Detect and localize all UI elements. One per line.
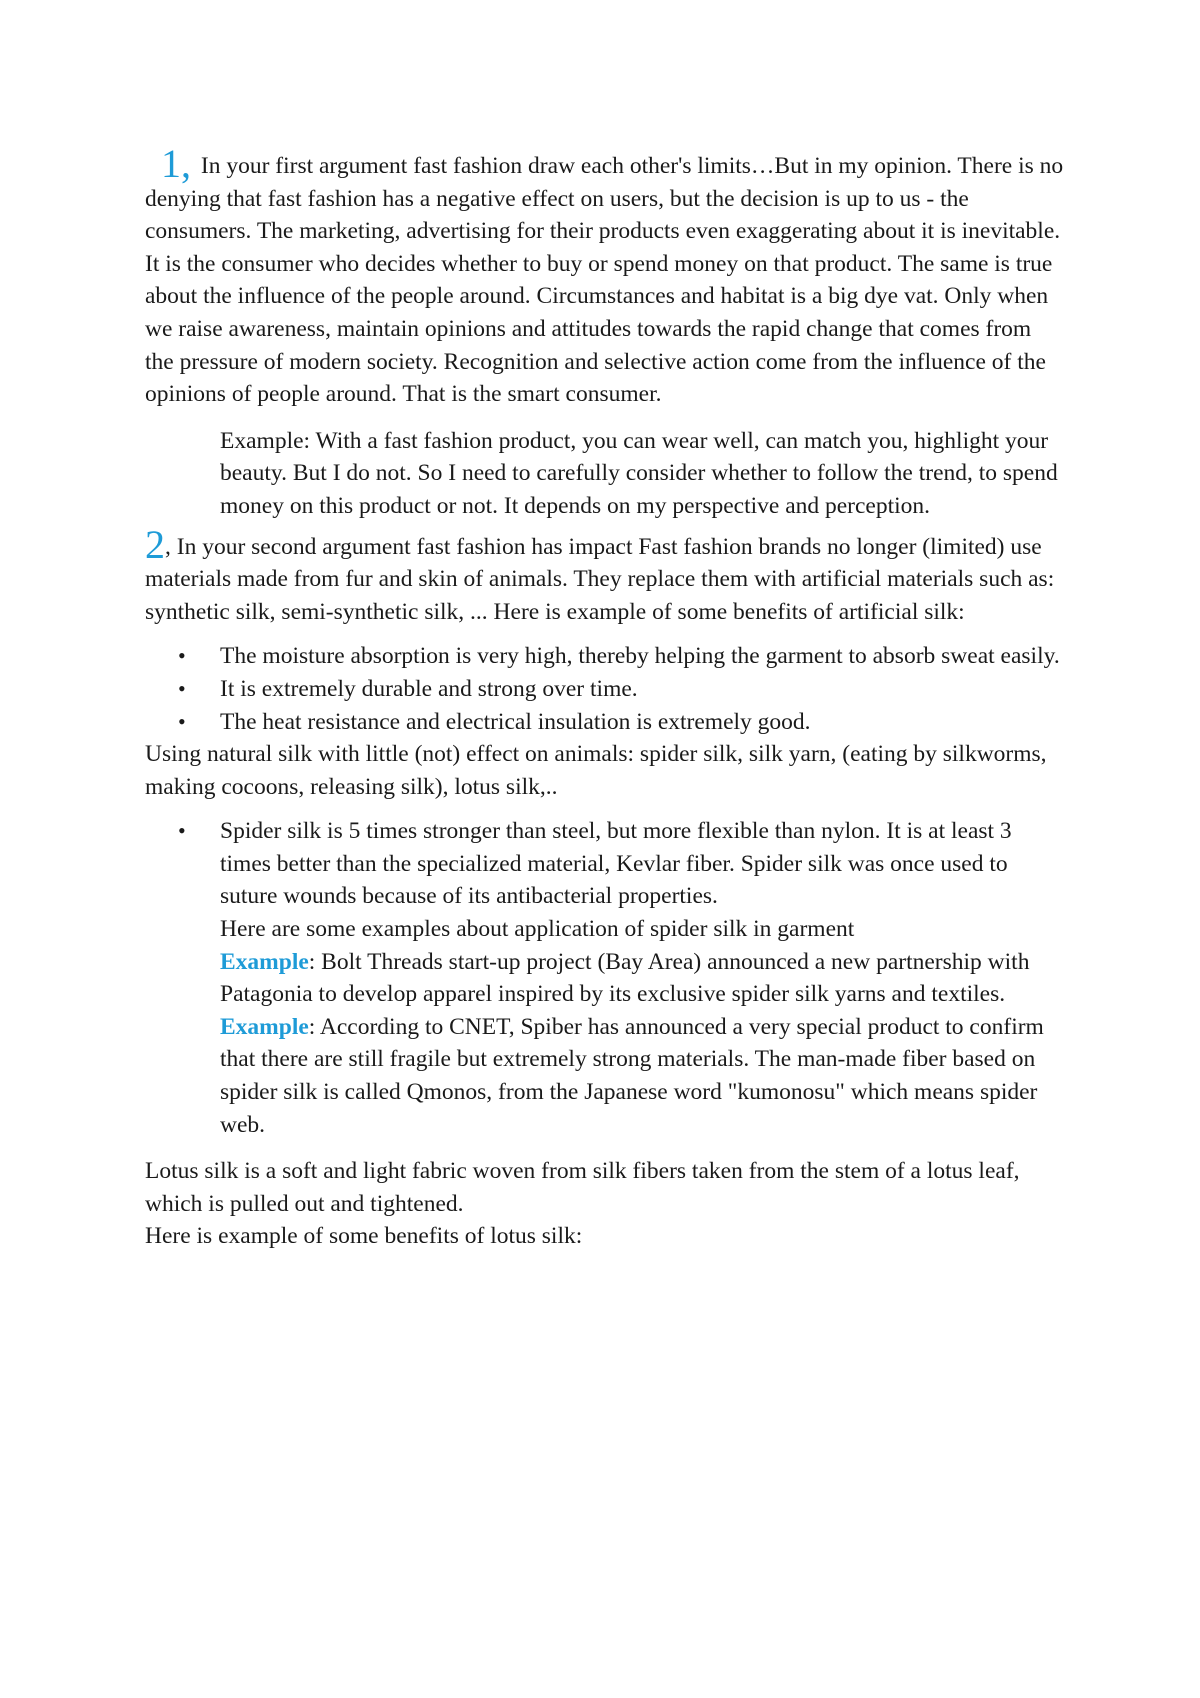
lotus-silk-paragraph: Lotus silk is a soft and light fabric woven from silk fibers taken from the stem of a lotus leaf, which is pulled out and tightened.	[145, 1158, 1020, 1217]
list-item	[145, 706, 1065, 739]
bullet-icon: •	[178, 675, 186, 701]
example-label: Example	[220, 1013, 309, 1040]
spider-example-1	[220, 946, 1065, 1011]
bullet-icon: •	[178, 708, 186, 734]
spider-silk-list	[145, 815, 1065, 1141]
section-2-paragraph	[145, 521, 1065, 629]
list-item	[145, 673, 1065, 706]
example-text: : Bolt Threads start-up project (Bay Area) announced a new partnership with Patagonia to develop apparel inspired by its exclusive spider silk yarns and textiles.	[220, 948, 1030, 1008]
example-label: Example	[220, 948, 309, 975]
spider-silk-text: Spider silk is 5 times stronger than steel, but more flexible than nylon. It is at least 3 times better than the specialized material, Kevlar fiber. Spider silk was once used to suture wounds because of its antibacterial properties.	[220, 818, 1012, 910]
spider-silk-intro: Here are some examples about application of spider silk in garment	[220, 916, 855, 943]
lotus-silk-intro: Here is example of some benefits of lotus silk:	[145, 1223, 583, 1250]
list-item	[145, 815, 1065, 1141]
list-item-text: The heat resistance and electrical insulation is extremely good.	[220, 708, 811, 735]
section-1-number: 1,	[161, 141, 191, 186]
example-text: : According to CNET, Spiber has announced a very special product to confirm that there are still fragile but extremely strong materials. The man-made fiber based on spider silk is called Qmonos, from the Japanese word "kumonosu" which means spider web.	[220, 1013, 1044, 1138]
section-1-text: In your first argument fast fashion draw each other's limits…But in my opinion. There is no denying that fast fashion has a negative effect on users, but the decision is up to us - the consumers. The marketing, advertising for their products even exaggerating about it is inevitable. It is the consumer who decides whether to buy or spend money on that product. The same is true about the influence of the people around. Circumstances and habitat is a big dye vat. Only when we raise awareness, maintain opinions and attitudes towards the rapid change that comes from the pressure of modern society. Recognition and selective action come from the influence of the opinions of people around. That is the smart consumer.	[145, 153, 1064, 408]
section-2-number: 2	[145, 521, 165, 567]
section-1-paragraph	[145, 141, 1065, 411]
natural-silk-paragraph: Using natural silk with little (not) effect on animals: spider silk, silk yarn, (eating by silkworms, making cocoons, releasing silk), lotus silk,..	[145, 741, 1047, 800]
bullet-icon: •	[178, 818, 186, 844]
list-item-text: It is extremely durable and strong over time.	[220, 675, 638, 702]
section-1-example: Example: With a fast fashion product, you can wear well, can match you, highlight your beauty. But I do not. So I need to carefully consider whether to follow the trend, to spend money on this product or not. It depends on my perspective and perception.	[220, 427, 1058, 519]
artificial-silk-benefits-list	[145, 640, 1065, 738]
document-body	[145, 141, 1065, 1253]
bullet-icon: •	[178, 643, 186, 669]
spider-example-2	[220, 1011, 1065, 1141]
list-item	[145, 640, 1065, 673]
list-item-text: The moisture absorption is very high, thereby helping the garment to absorb sweat easily.	[220, 643, 1060, 670]
section-2-text: , In your second argument fast fashion has impact Fast fashion brands no longer (limited) use materials made from fur and skin of animals. They replace them with artificial materials such as: synthetic silk, semi-synthetic silk, ... Here is example of some benefits of artificial silk:	[145, 533, 1055, 625]
